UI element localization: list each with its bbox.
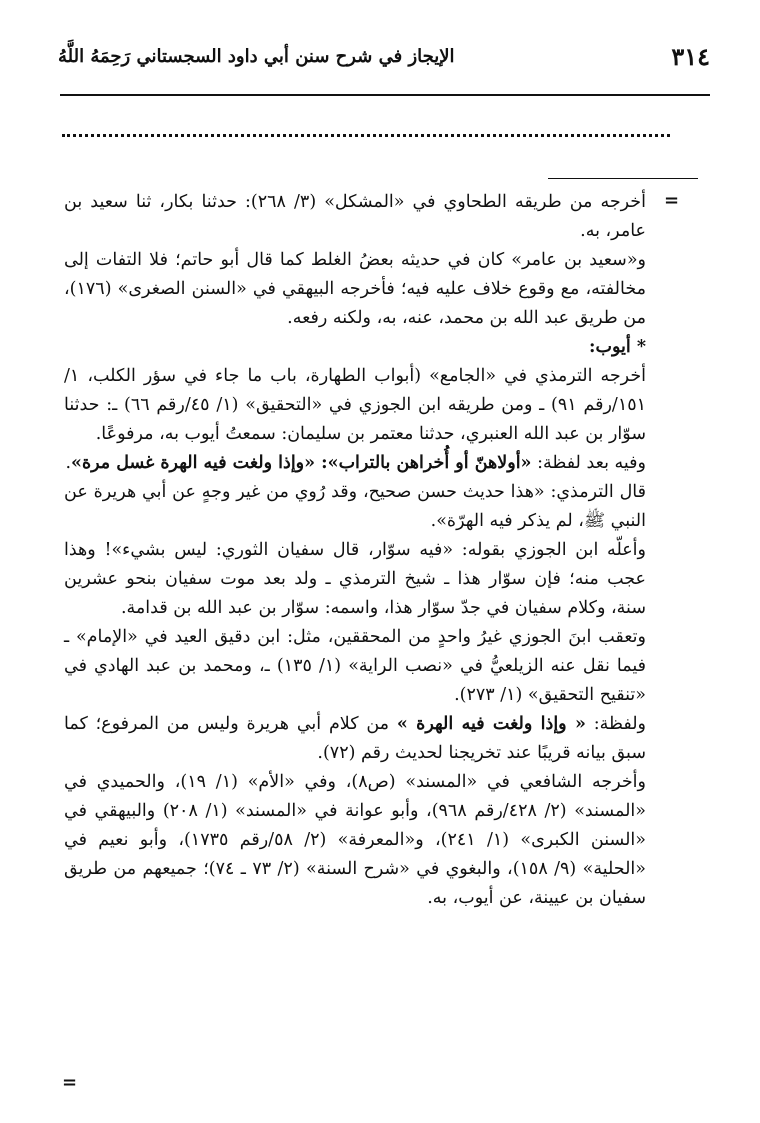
- end-mark: =: [62, 1072, 78, 1093]
- page-header: [58, 40, 710, 90]
- paragraph: [64, 449, 646, 478]
- paragraph-text: وفيه بعد لفظة:: [531, 453, 646, 473]
- paragraph: وأعلّه ابن الجوزي بقوله: «فيه سوّار، قال سفيان الثوري: ليس بشيء»! وهذا عجب منه؛ فإن سوّار هذا ـ شيخ الترمذي ـ ولد بعد موت سفيان بنحو عشرين سنة، وكلام سفيان في جدّ سوّار هذا، واسمه: سوّار بن عبد الله بن قدامة.: [64, 540, 646, 618]
- paragraph: وأخرجه الشافعي في «المسند» (ص٨)، وفي «الأم» (١/ ١٩)، والحميدي في «المسند» (٢/ ٤٢٨/رقم ٩٦٨)، وأبو عوانة في «المسند» (١/ ٢٠٨) والبيهقي في «السنن الكبرى» (١/ ٢٤١)، و«المعرفة» (٢/ ٥٨/رقم ١٧٣٥)، وأبو نعيم في «الحلية» (٩/ ١٥٨)، والبغوي في «شرح السنة» (٢/ ٧٣ ـ ٧٤)؛ جميعهم من طريق سفيان بن عيينة، عن أيوب، به.: [64, 772, 646, 908]
- paragraph: أخرجه الترمذي في «الجامع» (أبواب الطهارة، باب ما جاء في سؤر الكلب، ١/ ١٥١/رقم ٩١) ـ ومن طريقه ابن الجوزي في «التحقيق» (١/ ٤٥/رقم ٦٦) ـ: حدثنا سوّار بن عبد الله العنبري، حدثنا معتمر بن سليمان: سمعتُ أيوب به، مرفوعًا.: [64, 366, 647, 444]
- footnote-rule: [548, 178, 698, 179]
- paragraph: [64, 710, 646, 768]
- continuation-mark: =: [664, 190, 680, 211]
- paragraph-text: .: [65, 453, 72, 473]
- paragraph-text: ولفظة:: [585, 714, 646, 734]
- page-number: ٣١٤: [671, 42, 710, 71]
- paragraph: قال الترمذي: «هذا حديث حسن صحيح، وقد رُوي من غير وجهٍ عن أبي هريرة عن النبي ﷺ، لم يذكر فيه الهرّة».: [64, 482, 646, 531]
- paragraph: و«سعيد بن عامر» كان في حديثه بعضُ الغلط كما قال أبو حاتم؛ فلا التفات إلى مخالفته، مع وقوع خلاف عليه فيه؛ فأخرجه البيهقي في «السنن الصغرى» (١٧٦)، من طريق عبد الله بن محمد، عنه، به، ولكنه رفعه.: [64, 250, 646, 328]
- running-title: الإيجاز في شرح سنن أبي داود السجستاني رَحِمَهُ اللَّهُ: [58, 46, 455, 67]
- header-rule: [60, 94, 710, 96]
- dotted-separator: [62, 134, 670, 137]
- footnote-body: [64, 188, 646, 913]
- bold-quote: « وإذا ولغت فيه الهرة »: [396, 714, 586, 734]
- paragraph: وتعقب ابنَ الجوزي غيرُ واحدٍ من المحققين، مثل: ابن دقيق العيد في «الإمام» ـ فيما نقل عنه الزيلعيُّ في «نصب الراية» (١/ ١٣٥) ـ، ومحمد بن عبد الهادي في «تنقيح التحقيق» (١/ ٢٧٣).: [64, 627, 646, 705]
- section-heading-ayyub: * أيوب:: [589, 337, 646, 357]
- bold-quote: «أولاهنّ أو أُخراهن بالتراب»: «وإذا ولغت فيه الهرة غسل مرة»: [71, 453, 532, 473]
- paragraph: أخرجه من طريقه الطحاوي في «المشكل» (٣/ ٢٦٨): حدثنا بكار، ثنا سعيد بن عامر، به.: [64, 192, 646, 241]
- paragraph-text: من كلام أبي هريرة وليس من المرفوع؛ كما سبق بيانه قريبًا عند تخريجنا لحديث رقم (٧٢).: [64, 714, 646, 763]
